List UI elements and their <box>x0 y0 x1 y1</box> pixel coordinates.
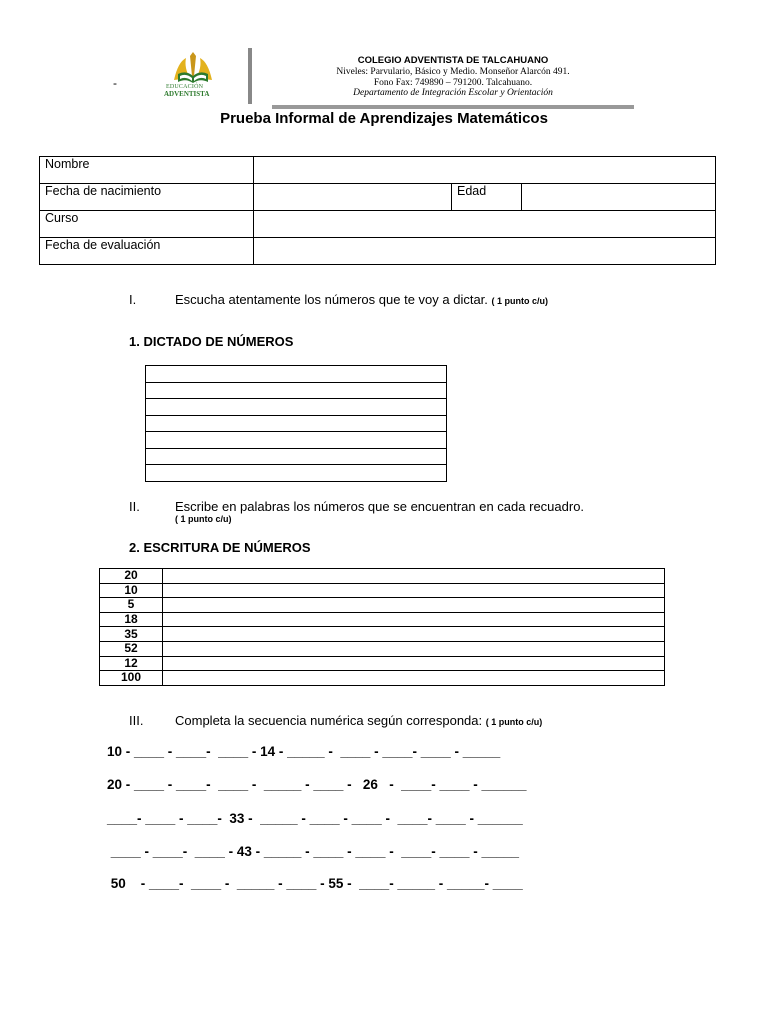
number-cell: 20 <box>100 569 163 584</box>
name-label: Nombre <box>40 157 254 184</box>
number-words-field[interactable] <box>163 641 665 656</box>
number-cell: 35 <box>100 627 163 642</box>
school-levels: Niveles: Parvulario, Básico y Medio. Monseñor Alarcón 491. <box>336 67 570 77</box>
table-row <box>100 641 665 656</box>
sequence-line-3: ____- ____ - ____- 33 - _____ - ____ - ____ - ____- ____ - ______ <box>107 811 523 826</box>
table-row <box>40 211 716 238</box>
section1-instruction-text: Escucha atentamente los números que te voy a dictar. <box>175 292 488 307</box>
number-words-field[interactable] <box>163 627 665 642</box>
dictation-field[interactable] <box>146 366 447 383</box>
number-cell: 10 <box>100 583 163 598</box>
number-words-field[interactable] <box>163 583 665 598</box>
student-info-table <box>39 156 716 265</box>
sequence-line-5: 50 - ____- ____ - _____ - ____ - 55 - ____- _____ - _____- ____ <box>107 876 523 891</box>
number-words-field[interactable] <box>163 598 665 613</box>
section2-roman: II. <box>129 499 140 514</box>
sequence-line-1: 10 - ____ - ____- ____ - 14 - _____ - ____ - ____- ____ - _____ <box>107 744 501 759</box>
dictation-field[interactable] <box>146 448 447 465</box>
number-cell: 5 <box>100 598 163 613</box>
number-cell: 100 <box>100 671 163 686</box>
dictation-table <box>145 365 447 482</box>
dictation-field[interactable] <box>146 399 447 416</box>
section2-points: ( 1 punto c/u) <box>175 514 232 524</box>
number-words-field[interactable] <box>163 671 665 686</box>
section2-instruction-text: Escribe en palabras los números que se encuentran en cada recuadro. <box>175 499 585 514</box>
number-cell: 18 <box>100 612 163 627</box>
header-vertical-divider <box>248 48 252 104</box>
name-field[interactable] <box>254 157 716 184</box>
table-row <box>146 415 447 432</box>
section2-heading: 2. ESCRITURA DE NÚMEROS <box>129 540 311 555</box>
page-title: Prueba Informal de Aprendizajes Matemáticos <box>220 110 548 127</box>
eval-date-field[interactable] <box>254 238 716 265</box>
logo-text-line2: ADVENTISTA <box>164 90 210 98</box>
section2-instruction <box>129 499 584 514</box>
number-words-field[interactable] <box>163 612 665 627</box>
number-writing-table <box>99 568 665 686</box>
eval-date-label: Fecha de evaluación <box>40 238 254 265</box>
course-label: Curso <box>40 211 254 238</box>
table-row <box>146 448 447 465</box>
number-cell: 52 <box>100 641 163 656</box>
table-row <box>100 569 665 584</box>
table-row <box>146 366 447 383</box>
number-words-field[interactable] <box>163 656 665 671</box>
section3-points: ( 1 punto c/u) <box>485 717 543 727</box>
birth-date-field[interactable] <box>254 184 452 211</box>
header-dash: - <box>113 76 117 90</box>
section3-instruction <box>129 713 542 728</box>
section3-instruction-text: Completa la secuencia numérica según corresponda: <box>175 713 483 728</box>
table-row <box>40 238 716 265</box>
table-row <box>100 583 665 598</box>
age-field[interactable] <box>522 184 716 211</box>
table-row <box>100 656 665 671</box>
logo-text-line1: EDUCACIÓN <box>166 84 204 90</box>
table-row <box>146 465 447 482</box>
course-field[interactable] <box>254 211 716 238</box>
birth-date-label: Fecha de nacimiento <box>40 184 254 211</box>
section1-roman: I. <box>129 292 137 307</box>
school-phone: Fono Fax: 749890 – 791200. Talcahuano. <box>373 78 533 88</box>
table-row <box>146 432 447 449</box>
dictation-field[interactable] <box>146 382 447 399</box>
number-words-field[interactable] <box>163 569 665 584</box>
sequence-line-2: 20 - ____ - ____- ____ - _____ - ____ - 26 - ____- ____ - ______ <box>107 777 527 792</box>
section3-roman: III. <box>129 713 144 728</box>
section1-instruction <box>129 292 548 307</box>
section1-heading: 1. DICTADO DE NÚMEROS <box>129 334 294 349</box>
table-row <box>146 382 447 399</box>
table-row <box>100 627 665 642</box>
table-row <box>100 598 665 613</box>
table-row <box>146 399 447 416</box>
school-name: COLEGIO ADVENTISTA DE TALCAHUANO <box>357 55 549 66</box>
table-row <box>100 612 665 627</box>
dictation-field[interactable] <box>146 465 447 482</box>
number-cell: 12 <box>100 656 163 671</box>
table-row <box>40 157 716 184</box>
section1-points: ( 1 punto c/u) <box>491 296 549 306</box>
table-row <box>100 671 665 686</box>
age-label: Edad <box>452 184 522 211</box>
dictation-field[interactable] <box>146 432 447 449</box>
dictation-field[interactable] <box>146 415 447 432</box>
header-horizontal-divider <box>272 105 634 109</box>
table-row <box>40 184 716 211</box>
school-department: Departamento de Integración Escolar y Orientación <box>353 88 553 98</box>
sequence-line-4: ____ - ____- ____ - 43 - _____ - ____ - ____ - ____- ____ - _____ <box>107 844 520 859</box>
